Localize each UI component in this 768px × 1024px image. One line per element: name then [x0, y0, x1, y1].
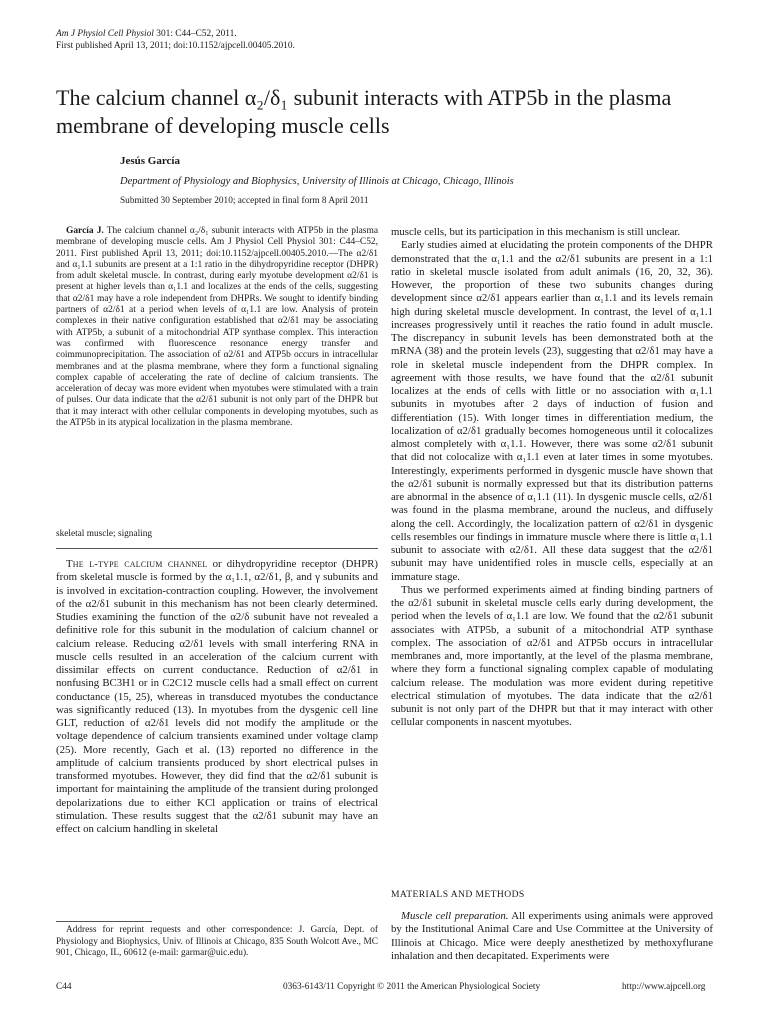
intro-paragraph	[56, 558, 378, 836]
page-number: C44	[56, 982, 72, 992]
author-name: Jesús García	[120, 155, 180, 167]
methods-subheading: Muscle cell preparation.	[401, 910, 509, 922]
citation-line	[56, 28, 295, 40]
keywords: skeletal muscle; signaling	[56, 529, 153, 539]
publication-line: First published April 13, 2011; doi:10.1152/ajpcell.00405.2010.	[56, 41, 295, 51]
section-heading-methods: MATERIALS AND METHODS	[391, 889, 525, 900]
intro-paragraph-continued: muscle cells, but its participation in this mechanism is still unclear.	[391, 226, 681, 238]
author-affiliation: Department of Physiology and Biophysics, University of Illinois at Chicago, Chicago, Illinois	[120, 176, 514, 187]
correspondence-address	[56, 925, 378, 960]
article-title: The calcium channel α₂/δ₁ subunit interacts with ATP5b in the plasma membrane of developing muscle cells	[56, 85, 672, 138]
journal-name: Am J Physiol Cell Physiol	[56, 29, 154, 39]
copyright-line: 0363-6143/11 Copyright © 2011 the American Physiological Society	[283, 982, 541, 992]
address-text: Address for reprint requests and other correspondence: J. García, Dept. of Physiology and Biophysics, Univ. of Illinois at Chicago, 835 South Wolcott Ave., MC 901, Chicago, IL, 60612 (e-mail: garmar@uic.edu).	[56, 925, 378, 958]
footnote-divider	[56, 921, 152, 922]
intro-paragraph-2: Early studies aimed at elucidating the protein components of the DHPR demonstrated that the α₁1.1 and the α2/δ1 subunits are present in a 1:1 ratio in skeletal muscle isolated from adult animals (16, 20, 32, 36). However, the proportion of these two subunits changes during development since α2/δ1 appears earlier than α₁1.1 and its levels remain high during skeletal muscle development. In contrast, the level of α₁1.1 increases progressively until it reaches the ratio found in adult muscle. The discrepancy in subunit levels has been demonstrated both at the mRNA (38) and the protein levels (23), suggesting that α2/δ1 may have a role in skeletal muscle independent from the DHPR complex. In agreement with those results, we have found that the α2/δ1 subunit localizes at the ends of cells with little or no association with α₁1.1 subunits in myotubes after 2 days of induction of fusion and differentiation (15). With longer times in differentiation medium, the localization of α2/δ1 gradually becomes homogeneous until it colocalizes almost completely with α₁1.1. However, there was some α2/δ1 subunit that did not colocalize with α₁1.1 even at later times in some myotubes. Interestingly, experiments performed in dysgenic muscle have shown that the α2/δ1 subunit is normally expressed but that its distribution patterns are abnormal in the absence of α₁1.1 (11). In dysgenic muscle cells, α2/δ1 was found in the plasma membrane, around the nucleus, and diffusely along the cell. Accordingly, the localization pattern of α2/δ1 in dysgenic cells resembles our findings in immature muscle where there is little α₁1.1 subunit to associate with α2/δ1. All these data suggest that the α2/δ1 subunit may have unidentified roles in muscle cells, especially at an immature stage.	[391, 239, 713, 583]
abstract-text: The calcium channel α₂/δ₁ subunit interacts with ATP5b in the plasma membrane of developing muscle cells. Am J Physiol Cell Physiol 301: C44–C52, 2011. First published April 13, 2011; doi:10.1152/ajpcell.00405.2010.—The α2/δ1 and α₁1.1 subunits are present at a 1:1 ratio in the dihydropyridine receptor (DHPR) from adult skeletal muscle. In contrast, during early myotube development α2/δ1 is present at higher levels than α₁1.1 and localizes at the ends of the cells, suggesting that α2/δ1 may have a role independent from DHPRs. We sought to identify binding partners of α2/δ1 at a period when levels of α₁1.1 are low. Analysis of protein complexes in their native configuration established that α2/δ1 may be associating with ATP5b, a subunit of a mitochondrial ATP synthase complex. This interaction was confirmed with fluorescence resonance energy transfer and coimmunoprecipitation. The association of α2/δ1 and ATP5b occurs in intracellular membranes and at the plasma membrane, where they form a functional signaling complex capable of accelerating the rate of decline of calcium transients. The acceleration of decay was more evident when myotubes were stimulated with a train of pulses. Our data indicate that the α2/δ1 subunit is not only part of the DHPR but that it may interact with other cellular components in developing myotubes, such as the ATP5b in its atypical localization in the plasma membrane.	[56, 226, 379, 429]
intro-text: or dihydropyridine receptor (DHPR) from skeletal muscle is formed by the α₁1.1, α2/δ1, β, and γ subunits and is involved in excitation-contraction coupling. However, the involvement of the α2/δ1 subunit in this mechanism has not been clearly determined. Studies examining the function of the α2/δ subunit have not revealed a definitive role for this subunit in the modulation of calcium channel or calcium release. Reducing α2/δ1 levels with small interfering RNA in muscle cells resulted in an acceleration of the calcium current with dissimilar effects on current conductance. Reduction of α2/δ1 in nonfusing BC3H1 or in C2C12 muscle cells had a small effect on current conductance (15, 25), whereas in transduced myotubes the conductance was significantly reduced (13). In myotubes from the dysgenic cell line GLT, reduction of α2/δ1 levels did not modify the amplitude or the voltage dependence of calcium transients examined under voltage clamp (25). More recently, Gach et al. (13) reported no difference in the amplitude of calcium transients produced by short electrical pulses in transformed myotubes. However, they did find that the α2/δ1 subunit is important for maintaining the amplitude of the transient during prolonged depolarizations due to either KCl application or trains of electrical stimulation. These results suggest that the α2/δ1 subunit may have an effect on calcium handling in skeletal	[56, 558, 379, 835]
running-header	[56, 28, 295, 52]
abstract	[56, 226, 378, 429]
introduction-left-column	[56, 558, 378, 836]
journal-url-link[interactable]: http://www.ajpcell.org	[622, 982, 706, 992]
journal-citation: 301: C44–C52, 2011.	[153, 29, 237, 39]
abstract-lead: García J.	[66, 226, 104, 236]
submission-dates: Submitted 30 September 2010; accepted in final form 8 April 2011	[120, 196, 369, 206]
methods-column	[391, 910, 713, 963]
methods-text: All experiments using animals were approved by the Institutional Animal Care and Use Committee at the University of Illinois at Chicago. Mice were deeply anesthetized by methoxyflurane inhalation and then decapitated. Experiments were	[391, 910, 714, 962]
methods-paragraph	[391, 910, 713, 963]
abstract-paragraph	[56, 226, 378, 429]
intro-paragraph-3: Thus we performed experiments aimed at finding binding partners of the α2/δ1 subunit in skeletal muscle cells early during development, the period when the levels of α₁1.1 are low. We found that the α2/δ1 subunit associates with ATP5b, a subunit of a mitochondrial ATP synthase complex. The association of α2/δ1 and ATP5b occurs in intracellular membranes and, more importantly, at the level of the plasma membrane, where they form a functional signaling complex capable of modulating calcium release. The modulation was more evident during repetitive electrical stimulation of myotubes. The data indicate that the α2/δ1 subunit is not only part of the DHPR but that it may interact with other cellular components in nascent myotubes.	[391, 583, 713, 729]
abstract-divider	[56, 548, 378, 549]
introduction-right-column	[391, 226, 713, 730]
intro-smallcaps: The l-type calcium channel	[66, 558, 208, 570]
